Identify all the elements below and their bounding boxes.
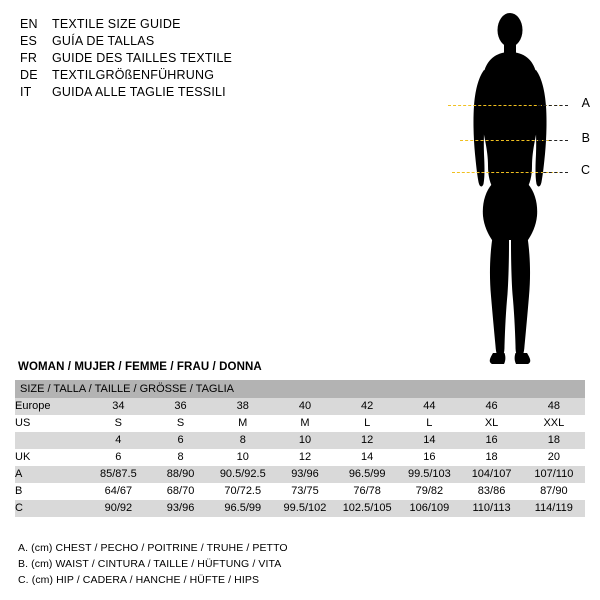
- row-label: A: [15, 466, 87, 483]
- title-row: [20, 68, 320, 85]
- cell: 83/86: [460, 483, 522, 500]
- row-label: [15, 432, 87, 449]
- measure-label-c: C: [580, 163, 590, 177]
- table-group-title: WOMAN / MUJER / FEMME / FRAU / DONNA: [18, 361, 262, 373]
- title-row: [20, 85, 320, 102]
- cell: 90.5/92.5: [212, 466, 274, 483]
- title-lang-code: EN: [20, 17, 38, 31]
- legend-line-a: A. (cm) CHEST / PECHO / POITRINE / TRUHE / PETTO: [18, 542, 288, 554]
- cell: 73/75: [274, 483, 336, 500]
- cell: 106/109: [398, 500, 460, 517]
- cell: 10: [212, 449, 274, 466]
- cell: M: [274, 415, 336, 432]
- cell: 36: [149, 398, 211, 415]
- cell: M: [212, 415, 274, 432]
- cell: 93/96: [149, 500, 211, 517]
- table-row: [15, 415, 585, 432]
- cell: L: [398, 415, 460, 432]
- table-row: [15, 398, 585, 415]
- cell: S: [87, 415, 149, 432]
- cell: 88/90: [149, 466, 211, 483]
- cell: 6: [87, 449, 149, 466]
- title-row: [20, 34, 320, 51]
- woman-silhouette-figure: [430, 8, 590, 368]
- title-block: [20, 17, 320, 102]
- cell: 110/113: [460, 500, 522, 517]
- table-row: [15, 466, 585, 483]
- table-header-row: [15, 380, 585, 398]
- cell: 68/70: [149, 483, 211, 500]
- cell: 6: [149, 432, 211, 449]
- cell: 70/72.5: [212, 483, 274, 500]
- cell: 10: [274, 432, 336, 449]
- cell: 42: [336, 398, 398, 415]
- title-lang-code: FR: [20, 51, 38, 65]
- cell: 114/119: [523, 500, 585, 517]
- cell: 64/67: [87, 483, 149, 500]
- row-label: Europe: [15, 398, 87, 415]
- row-label: UK: [15, 449, 87, 466]
- measure-dash-outer-a: [538, 105, 568, 106]
- measure-dash-outer-b: [538, 140, 568, 141]
- cell: 104/107: [460, 466, 522, 483]
- cell: 12: [274, 449, 336, 466]
- title-row: [20, 17, 320, 34]
- cell: 8: [149, 449, 211, 466]
- cell: 99.5/103: [398, 466, 460, 483]
- cell: S: [149, 415, 211, 432]
- cell: 107/110: [523, 466, 585, 483]
- title-text: GUIDA ALLE TAGLIE TESSILI: [52, 85, 226, 99]
- title-row: [20, 51, 320, 68]
- cell: 34: [87, 398, 149, 415]
- measurement-legend: [18, 540, 288, 588]
- table-row: [15, 432, 585, 449]
- title-text: GUIDE DES TAILLES TEXTILE: [52, 51, 233, 65]
- cell: 90/92: [87, 500, 149, 517]
- measure-line-c: [430, 163, 590, 179]
- row-label: C: [15, 500, 87, 517]
- cell: 96.5/99: [212, 500, 274, 517]
- cell: XL: [460, 415, 522, 432]
- measure-line-a: [430, 96, 590, 112]
- cell: 18: [460, 449, 522, 466]
- cell: 14: [398, 432, 460, 449]
- woman-silhouette-icon: [430, 8, 590, 368]
- cell: 8: [212, 432, 274, 449]
- measure-dash-outer-c: [538, 172, 568, 173]
- title-text: TEXTILE SIZE GUIDE: [52, 17, 181, 31]
- title-lang-code: DE: [20, 68, 38, 82]
- measure-label-b: B: [581, 131, 590, 145]
- cell: 18: [523, 432, 585, 449]
- measure-dash-inner-b: [460, 140, 550, 141]
- row-label: US: [15, 415, 87, 432]
- table-header-label: SIZE / TALLA / TAILLE / GRÖSSE / TAGLIA: [15, 380, 585, 398]
- cell: 40: [274, 398, 336, 415]
- cell: 14: [336, 449, 398, 466]
- legend-line-c: C. (cm) HIP / CADERA / HANCHE / HÜFTE / HIPS: [18, 574, 260, 586]
- cell: 38: [212, 398, 274, 415]
- row-label: B: [15, 483, 87, 500]
- measure-line-b: [430, 131, 590, 147]
- cell: 48: [523, 398, 585, 415]
- cell: 93/96: [274, 466, 336, 483]
- size-table: [15, 380, 585, 517]
- table-row: [15, 500, 585, 517]
- cell: 76/78: [336, 483, 398, 500]
- title-text: TEXTILGRÖßENFÜHRUNG: [52, 68, 215, 82]
- cell: 12: [336, 432, 398, 449]
- title-lang-code: IT: [20, 85, 32, 99]
- legend-line-b: B. (cm) WAIST / CINTURA / TAILLE / HÜFTUNG / VITA: [18, 558, 282, 570]
- cell: 99.5/102: [274, 500, 336, 517]
- cell: 87/90: [523, 483, 585, 500]
- cell: 96.5/99: [336, 466, 398, 483]
- cell: 44: [398, 398, 460, 415]
- table-row: [15, 449, 585, 466]
- title-lang-code: ES: [20, 34, 38, 48]
- cell: 46: [460, 398, 522, 415]
- cell: 79/82: [398, 483, 460, 500]
- cell: 16: [398, 449, 460, 466]
- title-text: GUÍA DE TALLAS: [52, 34, 155, 48]
- cell: L: [336, 415, 398, 432]
- cell: 20: [523, 449, 585, 466]
- table-row: [15, 483, 585, 500]
- cell: 102.5/105: [336, 500, 398, 517]
- measure-label-a: A: [581, 96, 590, 110]
- cell: XXL: [523, 415, 585, 432]
- cell: 4: [87, 432, 149, 449]
- cell: 16: [460, 432, 522, 449]
- cell: 85/87.5: [87, 466, 149, 483]
